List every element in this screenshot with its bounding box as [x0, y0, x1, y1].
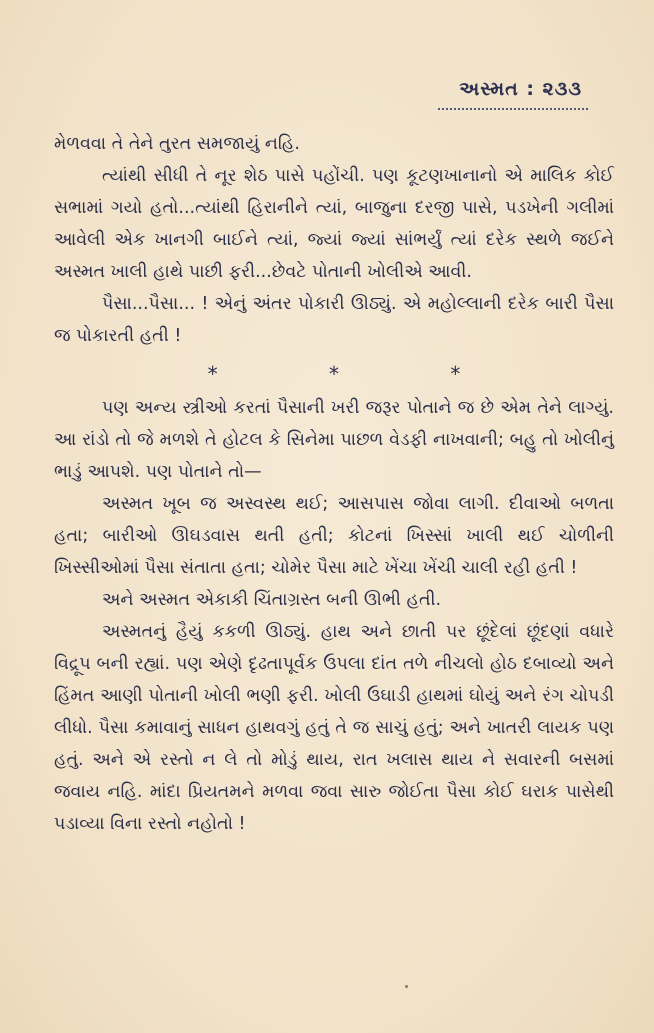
paper-speck: [405, 985, 408, 988]
section-break-star: *: [329, 362, 339, 386]
running-header: અસ્મત : ૨૩૩: [459, 78, 582, 100]
paragraph: ત્યાંથી સીધી તે નૂર શેઠ પાસે પહોંચી. પણ કૂટણખાનાનો એ માલિક કોઈ સભામાં ગયો હતો...ત્યાંથી હિરાનીને ત્યાં, બાજુના દરજી પાસે, પડખેની ગલીમાં આવેલી એક ખાનગી બાઈને ત્યાં, જ્યાં જ્યાં સાંભર્યું ત્યાં દરેક સ્થળે જઈને અસ્મત ખાલી હાથે પાછી ફરી...છેવટે પોતાની ખોલીએ આવી.: [54, 166, 614, 282]
paragraph-continuation: મેળવવા તે તેને તુરત સમજાયું નહિ.: [54, 134, 300, 154]
section-break-star: *: [450, 362, 461, 386]
paragraph: અસ્મતનું હૈયું કકળી ઊઠ્યું. હાથ અને છાતી પર છૂંદેલાં છૂંદણાં વધારે વિદ્રૂપ બની રહ્યાં. પણ એણે દૃઢતાપૂર્વક ઉપલા દાંત તળે નીચલો હોઠ દબાવ્યો અને હિંમત આણી પોતાની ખોલી ભણી ફરી. ખોલી ઉઘાડી હાથમાં ઘોયું અને રંગ ચોપડી લીધો. પૈસા કમાવાનું સાધન હાથવગું હતું તે જ સાચું હતું; અને ખાતરી લાયક પણ હતું. અને એ રસ્તો ન લે તો મોડું થાય, રાત ખલાસ થાય ને સવારની બસમાં જવાય નહિ. માંદા પ્રિયતમને મળવા જવા સારુ જોઈતા પૈસા કોઈ ઘરાક પાસેથી પડાવ્યા વિના રસ્તો નહોતો !: [54, 622, 614, 834]
section-break: [54, 352, 614, 392]
section-break-star: *: [207, 362, 218, 386]
paragraph: અસ્મત ખૂબ જ અસ્વસ્થ થઈ; આસપાસ જોવા લાગી. દીવાઓ બળતા હતા; બારીઓ ઊઘડવાસ થતી હતી; કોટનાં ખિસ્સાં ખાલી થઈ ચોળીની ખિસ્સીઓમાં પૈસા સંતાતા હતા; ચોમેર પૈસા માટે ખેંચા ખેંચી ચાલી રહી હતી !: [54, 494, 614, 578]
header-decorative-rule: [438, 104, 588, 110]
paragraph: પણ અન્ય સ્ત્રીઓ કરતાં પૈસાની ખરી જરૂર પોતાને જ છે એમ તેને લાગ્યું. આ રાંડો તો જે મળશે તે હોટલ કે સિનેમા પાછળ વેડફી નાખવાની; બહુ તો ખોલીનું ભાડું આપશે. પણ પોતાને તો—: [54, 398, 614, 482]
paragraph: અને અસ્મત એકાકી ચિંતાગ્રસ્ત બની ઊભી હતી.: [102, 590, 442, 610]
page-body: [54, 128, 614, 840]
paragraph: પૈસા...પૈસા... ! એનું અંતર પોકારી ઊઠ્યું. એ મહોલ્લાની દરેક બારી પૈસા જ પોકારતી હતી !: [54, 294, 614, 346]
